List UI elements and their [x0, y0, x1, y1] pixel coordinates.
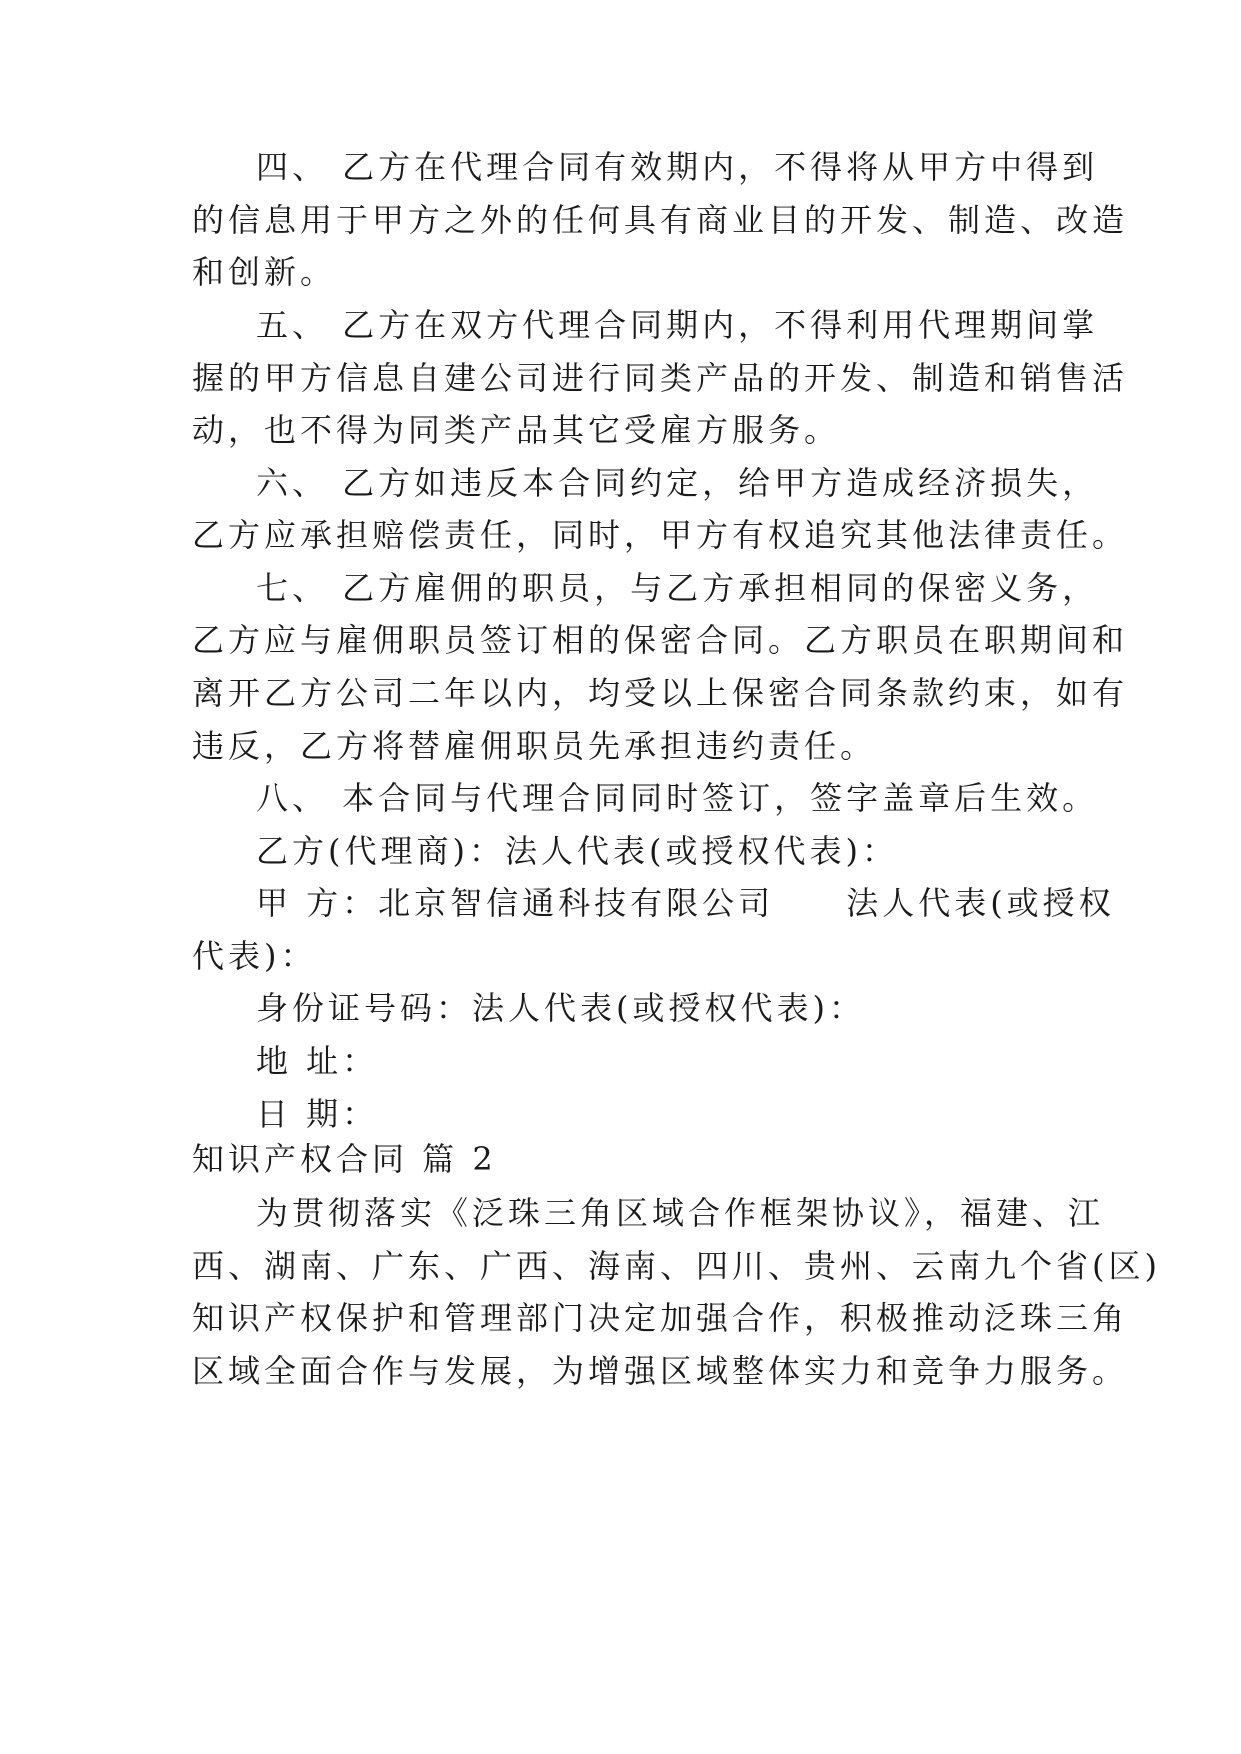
paragraph-5-line-1: 五、 乙方在双方代理合同期内，不得利用代理期间掌 [256, 306, 1099, 344]
party-a-line [256, 883, 1115, 923]
section-2-line-4: 区域全面合作与发展，为增强区域整体实力和竞争力服务。 [192, 1352, 1129, 1390]
paragraph-5-line-2: 握的甲方信息自建公司进行同类产品的开发、制造和销售活 [192, 359, 1129, 397]
paragraph-6-line-1: 六、 乙方如违反本合同约定，给甲方造成经济损失， [256, 464, 1099, 502]
paragraph-4-line-3: 和创新。 [192, 253, 337, 291]
address-field: 地 址： [256, 1042, 379, 1080]
paragraph-6-line-2: 乙方应承担赔偿责任，同时，甲方有权追究其他法律责任。 [192, 516, 1129, 554]
paragraph-4-line-1: 四、 乙方在代理合同有效期内，不得将从甲方中得到 [256, 148, 1099, 186]
id-number-field: 身份证号码：法人代表(或授权代表)： [256, 989, 865, 1027]
paragraph-7-line-3: 离开乙方公司二年以内，均受以上保密合同条款约束，如有 [192, 674, 1129, 712]
party-a-representative-continued: 代表)： [192, 937, 317, 975]
section-heading: 知识产权合同 篇 2 [192, 1140, 497, 1178]
paragraph-4-line-2: 的信息用于甲方之外的任何具有商业目的开发、制造、改造 [192, 201, 1129, 239]
date-field: 日 期： [256, 1095, 379, 1133]
party-a-name: 甲 方：北京智信通科技有限公司 [256, 884, 775, 922]
paragraph-7-line-4: 违反，乙方将替雇佣职员先承担违约责任。 [192, 727, 877, 765]
section-2-line-3: 知识产权保护和管理部门决定加强合作，积极推动泛珠三角 [192, 1299, 1129, 1337]
section-2-line-1: 为贯彻落实《泛珠三角区域合作框架协议》，福建、江 [256, 1194, 1105, 1232]
section-2-line-2: 西、湖南、广东、广西、海南、四川、贵州、云南九个省(区) [192, 1247, 1161, 1285]
party-a-representative-tail: 权 [1078, 884, 1115, 922]
paragraph-7-line-1: 七、 乙方雇佣的职员，与乙方承担相同的保密义务， [256, 569, 1099, 607]
paragraph-8: 八、 本合同与代理合同同时签订，签字盖章后生效。 [256, 779, 1099, 817]
paragraph-7-line-2: 乙方应与雇佣职员签订相的保密合同。乙方职员在职期间和 [192, 621, 1129, 659]
party-b-signature: 乙方(代理商)：法人代表(或授权代表)： [256, 832, 898, 870]
party-a-representative: 法人代表(或授 [846, 884, 1079, 922]
paragraph-5-line-3: 动，也不得为同类产品其它受雇方服务。 [192, 411, 841, 449]
